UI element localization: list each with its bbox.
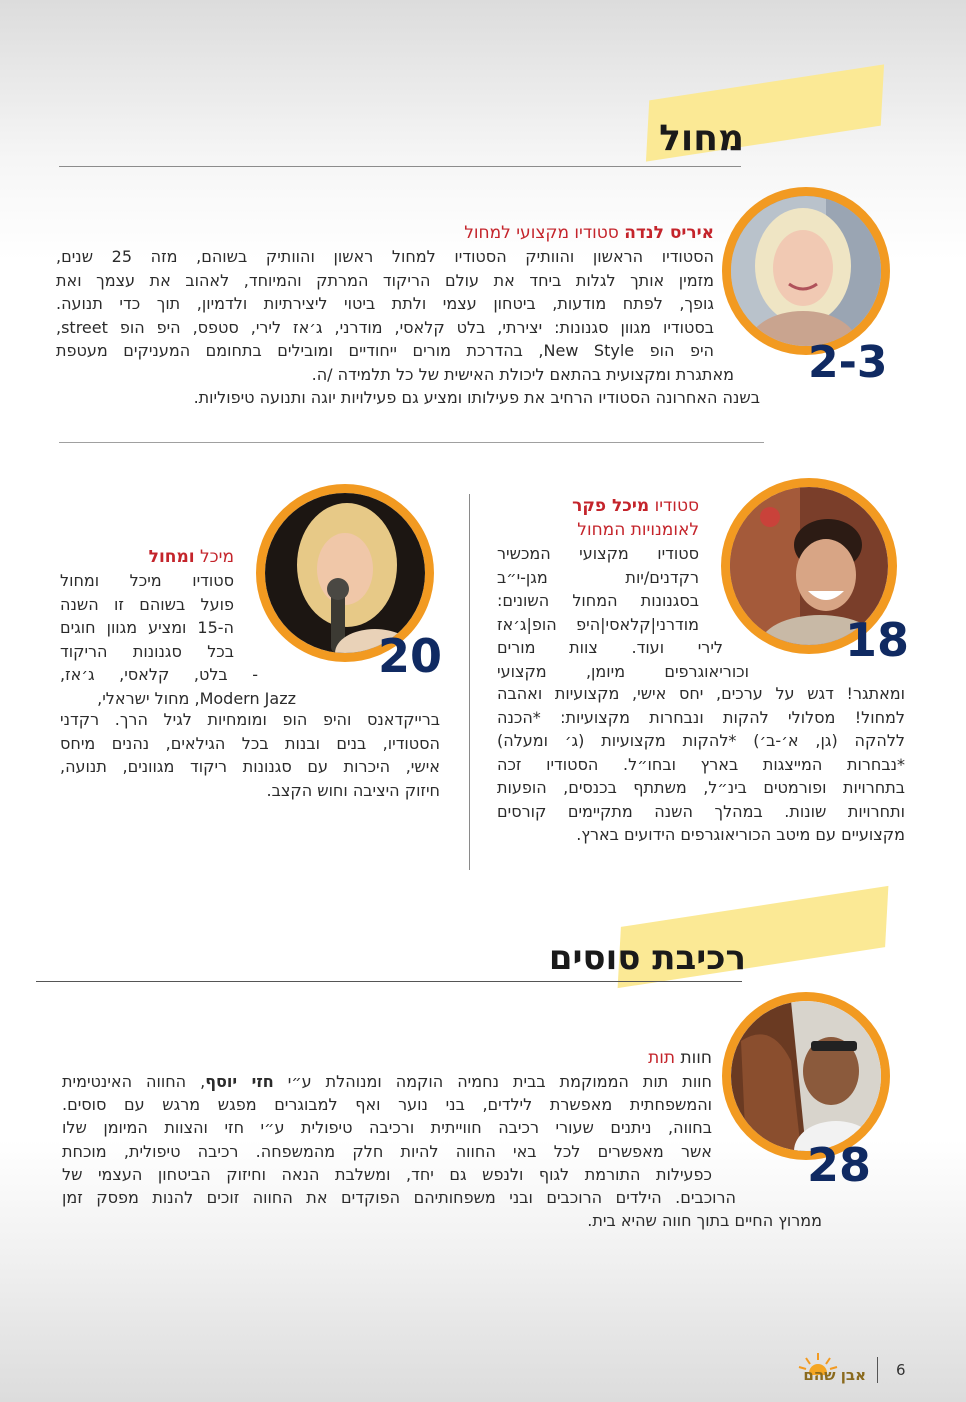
iris-landa-article	[56, 221, 760, 410]
iris-line-3: גופך, לפתח מודעות, ביטחון עצמי ולתת ביטוי ליצירתיות ולדמיון, תוך כדי תנועה.	[56, 294, 714, 313]
michal-dance-wide-3: אישי, היכרות עם סגנונות ריקוד מגוונים, תנועה,	[60, 757, 440, 776]
iris-line-6: מאתגרת ומקצועית בהתאם ליכולת האישית של כל תלמידה /ה.	[311, 364, 734, 384]
iris-line-5: היפ הופ New Style, בהדרכת מורים ייחודיים ומובילים בתחומם המעניקים מעטפת	[56, 341, 714, 360]
tut-farm-line-4: אשר מאפשרים לכל באי החווה להיות חלק מהמשפחה. רכיבה טיפולית, מוכחת	[62, 1141, 712, 1161]
michal-pakar-wide-5: בתחרויות ופורמטים בינ״ל, משתתף בכנסים, הופעות	[497, 778, 905, 797]
iris-age-badge: 2-3	[808, 337, 888, 388]
michal-pakar-wide-3: ללהקה (גן, א׳-ב׳) *להקות מקצועיות (ג׳ ומעלה)	[497, 731, 905, 750]
michal-dance-line-4: בכל סגנונות הריקוד	[60, 641, 234, 661]
michal-dance-wide-2: הסטודיו, בנים ובנות בכל הגילאים, נהנים מיחס	[60, 733, 440, 753]
michal-dance-heading	[60, 545, 234, 569]
michal-pakar-wide-7: מקצועיים עם מיטב הכוריאוגרפים הידועים בארץ.	[576, 825, 905, 844]
tut-farm-line-3: בחווה, ניתנים שעורי רכיבה חווייתית ורכיבה טיפולית ע״י חזי והצוות המיומן שלו	[62, 1118, 712, 1138]
michal-dance-line-5: - בלט, קלאסי, ג׳אז,	[60, 665, 258, 684]
michal-dance-article	[60, 545, 296, 710]
michal-pakar-wide-1: ומאתגר! דגש על ערכים, יחס אישי, מקצועיות ואהבה	[497, 684, 905, 703]
divider-dance-middle	[59, 442, 764, 443]
michal-pakar-line-5: לירי ועוד. צוות מורים	[497, 638, 723, 657]
iris-line-2: מזמין אותך לגלות ביחד את עולם הריקוד המרתק והמיוחד, לאהוב את עצמך ואת	[56, 270, 714, 290]
michal-dance-line-6: Modern Jazz, מחול ישראלי,	[97, 688, 296, 708]
michal-pakar-article	[497, 494, 749, 683]
tut-farm-line-1c: , החווה האינטימית	[62, 1072, 206, 1091]
horse-farm-age-badge: 28	[807, 1138, 872, 1192]
michal-dance-name: מיכל	[200, 547, 234, 567]
michal-pakar-line-1: סטודיו מקצועי המכשיר	[497, 544, 699, 563]
iris-portrait-illustration	[731, 196, 881, 346]
iris-landa-subtitle: סטודיו מקצועי למחול	[464, 223, 619, 243]
michal-pakar-line-3: בסגנונות המחול השונים:	[497, 591, 699, 610]
michal-pakar-heading	[497, 494, 699, 518]
michal-dance-wide-4: חיזוק היציבה וחוש הקצב.	[266, 780, 440, 800]
michal-dance-age-badge: 20	[378, 629, 443, 683]
footer-page-number: 6	[896, 1361, 906, 1379]
divider-dance-top	[59, 166, 741, 167]
tut-farm-article	[62, 1046, 822, 1232]
michal-pakar-article-wide	[497, 682, 905, 847]
michal-pakar-wide-4: *נבחרות המייצגות בארץ ובחו״ל. הסטודיו זכה	[497, 754, 905, 774]
tut-farm-heading	[62, 1046, 712, 1070]
footer-separator	[877, 1357, 878, 1383]
michal-pakar-prefix: סטודיו	[654, 496, 699, 516]
section-title-dance: מחול	[659, 118, 744, 159]
michal-pakar-name: מיכל פקר	[572, 496, 650, 516]
michal-dance-line-1: סטודיו מיכל ומחול	[60, 571, 234, 590]
michal-dance-article-wide	[60, 708, 440, 802]
iris-landa-heading	[56, 221, 714, 245]
michal-pakar-wide-6: ותחרויות שונות. במהלך השנה מתקיימים קורסים	[497, 801, 905, 821]
divider-horse-top	[36, 981, 742, 982]
horse-portrait-illustration	[731, 1001, 881, 1151]
iris-line-7: בשנה האחרונה הסטודיו הרחיב את פעילותו ומציע גם פעילויות יוגה ותנועה טיפוליות.	[193, 388, 760, 407]
tut-farm-owner-name: חזי יוסף	[205, 1072, 274, 1091]
michal-dance-line-3: ה-15 ומציע מגוון חוגים	[60, 618, 234, 637]
tut-farm-line-2: והמשפחתית מאפשרת לילדים, בני נוער ואף למבוגרים מפגש מרגש עם סוסים.	[62, 1095, 712, 1115]
michal-pakar-line-6: וכוריאוגרפים מיומן, מקצועי	[497, 661, 749, 681]
michal-pakar-wide-2: למחול! מסלולי להקות ונבחרות מקצועיות: *הכנה	[497, 707, 905, 727]
michal-dance-suffix: ומחול	[148, 547, 195, 567]
footer-logo-text: אבן שהם	[803, 1366, 866, 1384]
iris-landa-name: איריס לנדה	[624, 223, 714, 243]
tut-farm-line-1a: חוות תות הממוקמת בבית נחמיה הוקמה ומנוהלת ע״י	[287, 1072, 712, 1091]
michal-pakar-line-2: רקדנים/יות מגן-י״ב	[497, 567, 699, 587]
iris-landa-photo	[722, 187, 890, 355]
iris-line-1: הסטודיו הראשון והוותיק הסטודיו למחול ראשון והוותיק בשוהם, מזה 25 שנים,	[56, 247, 714, 266]
michal-pakar-line-4: מודרני|קלאסי|היפ הופ|ג׳אז	[497, 614, 699, 634]
tut-farm-line-1	[62, 1070, 712, 1093]
tut-farm-line-5: כפעילות התורמת לגוף ולנפש גם יחד, ומשלבת הנאה וחיזוק הביטחון העצמי של	[62, 1164, 712, 1184]
tut-farm-line-6: הרוכבים. הילדים הרוכבים ובני משפחותיהם הפוקדים את החווה זוכים להנות מפסק זמן	[62, 1188, 736, 1208]
tut-farm-line-7: ממרוץ החיים בתוך חווה שהיא בית.	[587, 1211, 822, 1231]
section-title-horse: רכיבת סוסים	[548, 938, 746, 978]
iris-line-4: בסטודיו מגוון סגנונות: יצירתי, בלט קלאסי, מודרני, ג׳אז לירי, סטפס, היפ הופ street,	[56, 317, 714, 337]
horse-farm-photo	[722, 992, 890, 1160]
michal-pakar-subtitle: לאומנויות המחול	[577, 520, 699, 540]
tut-farm-name: תות	[648, 1048, 676, 1068]
tut-farm-name-prefix: חוות	[680, 1048, 712, 1068]
michal-dance-wide-1: ברייקדאנס והיפ הופ ומומחיות לגיל הרך. רקדני	[60, 710, 440, 729]
michal-pakar-age-badge: 18	[845, 613, 910, 667]
footer-logo	[780, 1353, 866, 1385]
michal-dance-line-2: פועל בשוהם זו השנה	[60, 594, 234, 614]
column-divider	[469, 494, 470, 870]
